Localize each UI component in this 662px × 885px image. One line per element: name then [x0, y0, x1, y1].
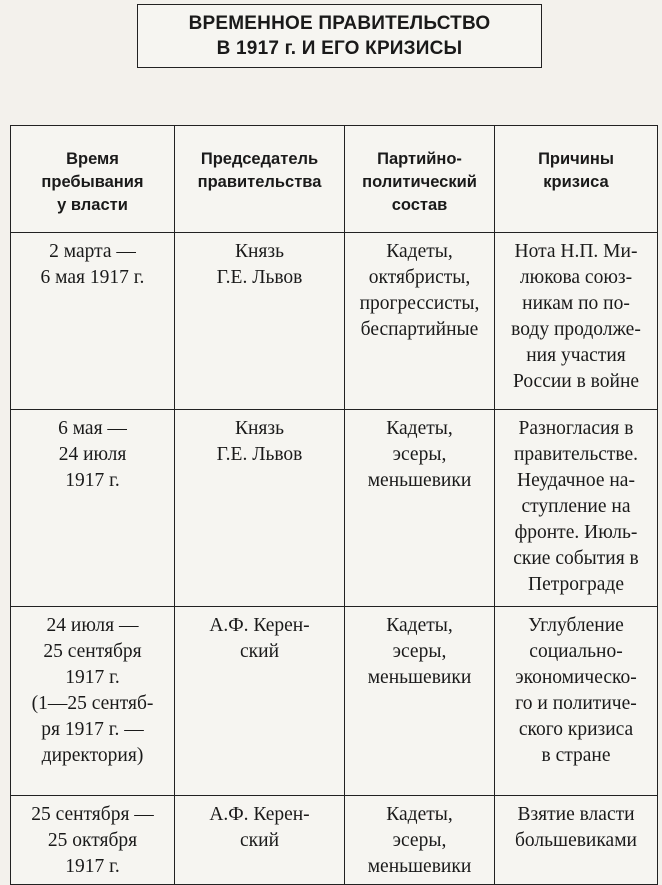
table-row [11, 410, 658, 607]
cell-text: в стране [541, 745, 611, 766]
cell-text: эсеры, [392, 641, 447, 662]
cell-text: беспартийные [360, 319, 479, 340]
header-time [11, 126, 175, 233]
header-text: политический [362, 173, 477, 191]
cell-text: Петрограде [528, 574, 624, 595]
header-text: Причины [538, 150, 614, 168]
cell-text: А.Ф. Керен- [209, 804, 310, 825]
cell-text: экономическо- [515, 667, 637, 688]
header-chairman [175, 126, 345, 233]
cell-cause [495, 796, 658, 885]
header-cause [495, 126, 658, 233]
cell-text: Взятие власти [517, 804, 635, 825]
header-text: Партийно- [377, 150, 462, 168]
cell-text: Кадеты, [386, 615, 453, 636]
cell-text: Нота Н.П. Ми- [514, 241, 638, 262]
cell-time [11, 607, 175, 796]
header-text: у власти [57, 196, 128, 214]
cell-text: 24 июля [58, 444, 127, 465]
cell-text: А.Ф. Керен- [209, 615, 310, 636]
cell-text: меньшевики [367, 856, 472, 877]
cell-text: люкова союз- [519, 267, 633, 288]
cell-chairman [175, 410, 345, 607]
crisis-table [10, 125, 658, 885]
cell-text: 25 сентября [43, 641, 142, 662]
cell-text: большевиками [515, 830, 637, 851]
header-text: состав [391, 196, 448, 214]
cell-text: 6 мая — [58, 418, 127, 439]
title-box [137, 4, 542, 68]
cell-text: 2 марта — [49, 241, 136, 262]
table-row [11, 607, 658, 796]
cell-text: 25 сентября — [31, 804, 154, 825]
cell-text: правительстве. [513, 444, 639, 465]
cell-text: директория) [41, 745, 144, 766]
cell-text: ря 1917 г. — [41, 719, 144, 740]
cell-text: Г.Е. Львов [216, 267, 303, 288]
cell-text: ния участия [526, 345, 626, 366]
cell-parties [345, 796, 495, 885]
cell-chairman [175, 607, 345, 796]
cell-text: Неудачное на- [517, 470, 635, 491]
cell-text: фронте. Июль- [514, 522, 638, 543]
table-row [11, 233, 658, 410]
cell-time [11, 796, 175, 885]
table-row [11, 796, 658, 885]
cell-text: ские события в [513, 548, 639, 569]
header-text: пребывания [41, 173, 144, 191]
cell-text: октябристы, [368, 267, 471, 288]
cell-text: Кадеты, [386, 241, 453, 262]
cell-text: 1917 г. [65, 667, 120, 688]
cell-text: меньшевики [367, 470, 472, 491]
header-text: кризиса [543, 173, 609, 191]
header-parties [345, 126, 495, 233]
cell-parties [345, 410, 495, 607]
cell-cause [495, 607, 658, 796]
cell-text: Кадеты, [386, 804, 453, 825]
cell-text: 24 июля — [46, 615, 139, 636]
cell-text: воду продолже- [511, 319, 641, 340]
cell-chairman [175, 233, 345, 410]
header-text: Председатель [200, 150, 319, 168]
cell-text: ский [240, 641, 279, 662]
cell-time [11, 410, 175, 607]
cell-text: ский [240, 830, 279, 851]
cell-text: Кадеты, [386, 418, 453, 439]
cell-text: ского кризиса [518, 719, 634, 740]
cell-text: никам по по- [522, 293, 630, 314]
cell-parties [345, 233, 495, 410]
cell-text: ступление на [521, 496, 631, 517]
cell-text: эсеры, [392, 444, 447, 465]
cell-time [11, 233, 175, 410]
cell-cause [495, 233, 658, 410]
cell-text: Г.Е. Львов [216, 444, 303, 465]
cell-text: 25 октября [47, 830, 138, 851]
cell-cause [495, 410, 658, 607]
cell-text: 1917 г. [65, 856, 120, 877]
title-line-2: В 1917 г. И ЕГО КРИЗИСЫ [216, 38, 463, 59]
cell-text: меньшевики [367, 667, 472, 688]
cell-parties [345, 607, 495, 796]
cell-text: Князь [234, 418, 284, 439]
cell-text: России в войне [512, 371, 640, 392]
title-line-1: ВРЕМЕННОЕ ПРАВИТЕЛЬСТВО [188, 13, 491, 34]
cell-text: Князь [234, 241, 284, 262]
cell-text: прогрессисты, [359, 293, 480, 314]
cell-text: Разногласия в [518, 418, 634, 439]
cell-text: 1917 г. [65, 470, 120, 491]
cell-text: эсеры, [392, 830, 447, 851]
cell-chairman [175, 796, 345, 885]
header-text: Время [66, 150, 119, 168]
cell-text: го и политиче- [515, 693, 637, 714]
cell-text: 6 мая 1917 г. [40, 267, 145, 288]
header-row [11, 126, 658, 233]
cell-text: (1—25 сентяб- [31, 693, 154, 714]
cell-text: Углубление [528, 615, 624, 636]
cell-text: социально- [529, 641, 623, 662]
header-text: правительства [197, 173, 322, 191]
